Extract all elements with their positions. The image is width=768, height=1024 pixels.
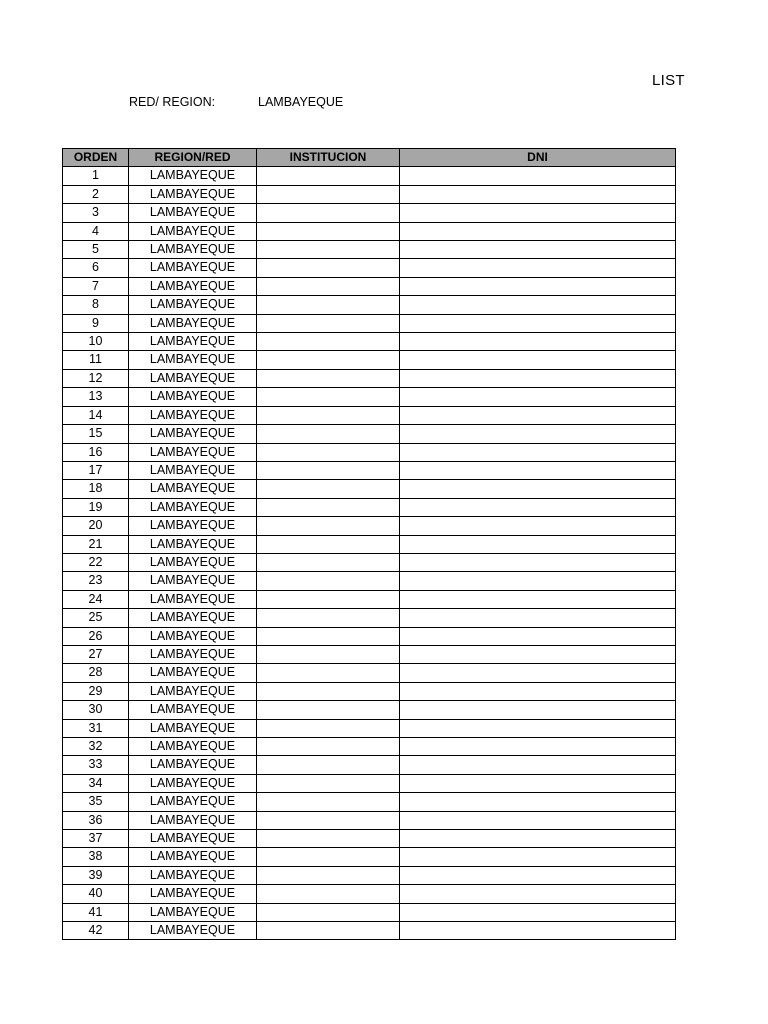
cell-region-red: LAMBAYEQUE xyxy=(129,185,257,203)
header-orden: ORDEN xyxy=(63,149,129,167)
cell-orden: 25 xyxy=(63,609,129,627)
cell-region-red: LAMBAYEQUE xyxy=(129,756,257,774)
table-row xyxy=(63,498,676,516)
cell-region-red: LAMBAYEQUE xyxy=(129,222,257,240)
cell-region-red: LAMBAYEQUE xyxy=(129,241,257,259)
cell-orden: 41 xyxy=(63,903,129,921)
cell-region-red: LAMBAYEQUE xyxy=(129,590,257,608)
cell-institucion xyxy=(257,443,400,461)
cell-orden: 5 xyxy=(63,241,129,259)
cell-orden: 20 xyxy=(63,517,129,535)
cell-region-red: LAMBAYEQUE xyxy=(129,388,257,406)
cell-orden: 8 xyxy=(63,296,129,314)
cell-orden: 27 xyxy=(63,645,129,663)
cell-dni xyxy=(400,241,676,259)
document-title: LIST xyxy=(652,72,685,89)
cell-region-red: LAMBAYEQUE xyxy=(129,885,257,903)
cell-institucion xyxy=(257,756,400,774)
cell-institucion xyxy=(257,609,400,627)
cell-institucion xyxy=(257,314,400,332)
cell-institucion xyxy=(257,259,400,277)
cell-orden: 35 xyxy=(63,793,129,811)
cell-institucion xyxy=(257,498,400,516)
cell-region-red: LAMBAYEQUE xyxy=(129,738,257,756)
cell-region-red: LAMBAYEQUE xyxy=(129,167,257,185)
cell-dni xyxy=(400,719,676,737)
table-row xyxy=(63,480,676,498)
cell-orden: 42 xyxy=(63,922,129,940)
cell-dni xyxy=(400,480,676,498)
cell-region-red: LAMBAYEQUE xyxy=(129,645,257,663)
table-row xyxy=(63,627,676,645)
table-row xyxy=(63,848,676,866)
cell-orden: 6 xyxy=(63,259,129,277)
cell-orden: 17 xyxy=(63,461,129,479)
cell-region-red: LAMBAYEQUE xyxy=(129,903,257,921)
cell-dni xyxy=(400,572,676,590)
cell-dni xyxy=(400,701,676,719)
cell-region-red: LAMBAYEQUE xyxy=(129,314,257,332)
cell-region-red: LAMBAYEQUE xyxy=(129,811,257,829)
cell-region-red: LAMBAYEQUE xyxy=(129,682,257,700)
table-header-row xyxy=(63,149,676,167)
cell-dni xyxy=(400,498,676,516)
cell-dni xyxy=(400,903,676,921)
cell-region-red: LAMBAYEQUE xyxy=(129,204,257,222)
table-row xyxy=(63,369,676,387)
cell-orden: 21 xyxy=(63,535,129,553)
cell-region-red: LAMBAYEQUE xyxy=(129,517,257,535)
table-row xyxy=(63,756,676,774)
cell-orden: 18 xyxy=(63,480,129,498)
roster-table xyxy=(62,148,676,940)
cell-region-red: LAMBAYEQUE xyxy=(129,609,257,627)
table-row xyxy=(63,738,676,756)
table-row xyxy=(63,774,676,792)
cell-region-red: LAMBAYEQUE xyxy=(129,664,257,682)
cell-dni xyxy=(400,259,676,277)
table-row xyxy=(63,461,676,479)
cell-dni xyxy=(400,682,676,700)
cell-orden: 29 xyxy=(63,682,129,700)
cell-orden: 37 xyxy=(63,830,129,848)
table-row xyxy=(63,866,676,884)
header-dni: DNI xyxy=(400,149,676,167)
table-row xyxy=(63,701,676,719)
cell-dni xyxy=(400,793,676,811)
cell-institucion xyxy=(257,480,400,498)
cell-orden: 23 xyxy=(63,572,129,590)
table-row xyxy=(63,590,676,608)
cell-orden: 32 xyxy=(63,738,129,756)
cell-institucion xyxy=(257,351,400,369)
cell-institucion xyxy=(257,682,400,700)
cell-institucion xyxy=(257,167,400,185)
cell-institucion xyxy=(257,903,400,921)
cell-dni xyxy=(400,333,676,351)
cell-institucion xyxy=(257,701,400,719)
cell-orden: 34 xyxy=(63,774,129,792)
cell-orden: 40 xyxy=(63,885,129,903)
cell-institucion xyxy=(257,811,400,829)
cell-institucion xyxy=(257,185,400,203)
cell-region-red: LAMBAYEQUE xyxy=(129,719,257,737)
cell-orden: 26 xyxy=(63,627,129,645)
cell-region-red: LAMBAYEQUE xyxy=(129,572,257,590)
cell-institucion xyxy=(257,461,400,479)
table-row xyxy=(63,645,676,663)
table-row xyxy=(63,922,676,940)
table-row xyxy=(63,793,676,811)
cell-dni xyxy=(400,756,676,774)
table-row xyxy=(63,314,676,332)
table-row xyxy=(63,535,676,553)
cell-institucion xyxy=(257,222,400,240)
cell-orden: 1 xyxy=(63,167,129,185)
cell-region-red: LAMBAYEQUE xyxy=(129,701,257,719)
table-row xyxy=(63,388,676,406)
table-row xyxy=(63,903,676,921)
cell-orden: 4 xyxy=(63,222,129,240)
table-row xyxy=(63,719,676,737)
table-row xyxy=(63,277,676,295)
cell-dni xyxy=(400,885,676,903)
cell-institucion xyxy=(257,204,400,222)
cell-institucion xyxy=(257,738,400,756)
cell-orden: 7 xyxy=(63,277,129,295)
document-title-clipped xyxy=(600,72,685,94)
cell-dni xyxy=(400,774,676,792)
cell-orden: 13 xyxy=(63,388,129,406)
cell-region-red: LAMBAYEQUE xyxy=(129,627,257,645)
cell-institucion xyxy=(257,885,400,903)
cell-institucion xyxy=(257,241,400,259)
cell-orden: 2 xyxy=(63,185,129,203)
table-row xyxy=(63,204,676,222)
cell-orden: 9 xyxy=(63,314,129,332)
cell-orden: 15 xyxy=(63,425,129,443)
cell-dni xyxy=(400,461,676,479)
table-row xyxy=(63,406,676,424)
cell-region-red: LAMBAYEQUE xyxy=(129,351,257,369)
cell-dni xyxy=(400,351,676,369)
cell-dni xyxy=(400,388,676,406)
cell-orden: 36 xyxy=(63,811,129,829)
cell-dni xyxy=(400,609,676,627)
cell-orden: 38 xyxy=(63,848,129,866)
table-row xyxy=(63,351,676,369)
cell-orden: 10 xyxy=(63,333,129,351)
region-value: LAMBAYEQUE xyxy=(258,95,344,109)
cell-orden: 14 xyxy=(63,406,129,424)
cell-region-red: LAMBAYEQUE xyxy=(129,848,257,866)
cell-region-red: LAMBAYEQUE xyxy=(129,535,257,553)
cell-institucion xyxy=(257,517,400,535)
header-region-red: REGION/RED xyxy=(129,149,257,167)
cell-region-red: LAMBAYEQUE xyxy=(129,866,257,884)
cell-institucion xyxy=(257,406,400,424)
cell-region-red: LAMBAYEQUE xyxy=(129,259,257,277)
cell-region-red: LAMBAYEQUE xyxy=(129,369,257,387)
table-row xyxy=(63,443,676,461)
cell-institucion xyxy=(257,848,400,866)
table-row xyxy=(63,296,676,314)
cell-orden: 39 xyxy=(63,866,129,884)
cell-orden: 3 xyxy=(63,204,129,222)
cell-institucion xyxy=(257,553,400,571)
cell-orden: 12 xyxy=(63,369,129,387)
cell-dni xyxy=(400,204,676,222)
cell-dni xyxy=(400,222,676,240)
cell-institucion xyxy=(257,425,400,443)
cell-institucion xyxy=(257,866,400,884)
cell-region-red: LAMBAYEQUE xyxy=(129,296,257,314)
cell-institucion xyxy=(257,296,400,314)
cell-dni xyxy=(400,425,676,443)
cell-region-red: LAMBAYEQUE xyxy=(129,443,257,461)
cell-dni xyxy=(400,314,676,332)
cell-dni xyxy=(400,866,676,884)
cell-dni xyxy=(400,517,676,535)
cell-institucion xyxy=(257,369,400,387)
cell-region-red: LAMBAYEQUE xyxy=(129,553,257,571)
cell-institucion xyxy=(257,277,400,295)
table-row xyxy=(63,572,676,590)
cell-dni xyxy=(400,443,676,461)
cell-dni xyxy=(400,645,676,663)
cell-orden: 31 xyxy=(63,719,129,737)
cell-dni xyxy=(400,185,676,203)
cell-institucion xyxy=(257,664,400,682)
cell-region-red: LAMBAYEQUE xyxy=(129,425,257,443)
cell-institucion xyxy=(257,388,400,406)
cell-dni xyxy=(400,296,676,314)
cell-institucion xyxy=(257,719,400,737)
cell-dni xyxy=(400,848,676,866)
cell-institucion xyxy=(257,535,400,553)
cell-region-red: LAMBAYEQUE xyxy=(129,922,257,940)
cell-region-red: LAMBAYEQUE xyxy=(129,793,257,811)
cell-orden: 22 xyxy=(63,553,129,571)
cell-dni xyxy=(400,277,676,295)
cell-orden: 19 xyxy=(63,498,129,516)
cell-region-red: LAMBAYEQUE xyxy=(129,480,257,498)
cell-dni xyxy=(400,553,676,571)
cell-institucion xyxy=(257,590,400,608)
cell-dni xyxy=(400,811,676,829)
table-row xyxy=(63,222,676,240)
cell-orden: 28 xyxy=(63,664,129,682)
cell-orden: 33 xyxy=(63,756,129,774)
table-row xyxy=(63,259,676,277)
cell-orden: 30 xyxy=(63,701,129,719)
cell-dni xyxy=(400,167,676,185)
table-row xyxy=(63,425,676,443)
table-body xyxy=(63,167,676,940)
table-row xyxy=(63,553,676,571)
cell-institucion xyxy=(257,627,400,645)
table-row xyxy=(63,609,676,627)
cell-orden: 24 xyxy=(63,590,129,608)
table-row xyxy=(63,885,676,903)
table-row xyxy=(63,682,676,700)
cell-region-red: LAMBAYEQUE xyxy=(129,333,257,351)
cell-orden: 11 xyxy=(63,351,129,369)
region-label: RED/ REGION: xyxy=(129,95,216,109)
cell-region-red: LAMBAYEQUE xyxy=(129,830,257,848)
cell-region-red: LAMBAYEQUE xyxy=(129,277,257,295)
table-row xyxy=(63,830,676,848)
cell-dni xyxy=(400,406,676,424)
cell-dni xyxy=(400,535,676,553)
cell-institucion xyxy=(257,572,400,590)
header-institucion: INSTITUCION xyxy=(257,149,400,167)
cell-orden: 16 xyxy=(63,443,129,461)
table-row xyxy=(63,185,676,203)
cell-institucion xyxy=(257,645,400,663)
cell-region-red: LAMBAYEQUE xyxy=(129,498,257,516)
table-row xyxy=(63,241,676,259)
cell-dni xyxy=(400,369,676,387)
cell-institucion xyxy=(257,793,400,811)
cell-institucion xyxy=(257,333,400,351)
cell-region-red: LAMBAYEQUE xyxy=(129,406,257,424)
cell-dni xyxy=(400,830,676,848)
cell-dni xyxy=(400,738,676,756)
table-row xyxy=(63,811,676,829)
cell-dni xyxy=(400,922,676,940)
cell-dni xyxy=(400,590,676,608)
table-row xyxy=(63,333,676,351)
cell-region-red: LAMBAYEQUE xyxy=(129,461,257,479)
cell-region-red: LAMBAYEQUE xyxy=(129,774,257,792)
cell-institucion xyxy=(257,830,400,848)
cell-institucion xyxy=(257,922,400,940)
table-row xyxy=(63,517,676,535)
table-row xyxy=(63,664,676,682)
cell-dni xyxy=(400,664,676,682)
cell-institucion xyxy=(257,774,400,792)
cell-dni xyxy=(400,627,676,645)
table-row xyxy=(63,167,676,185)
